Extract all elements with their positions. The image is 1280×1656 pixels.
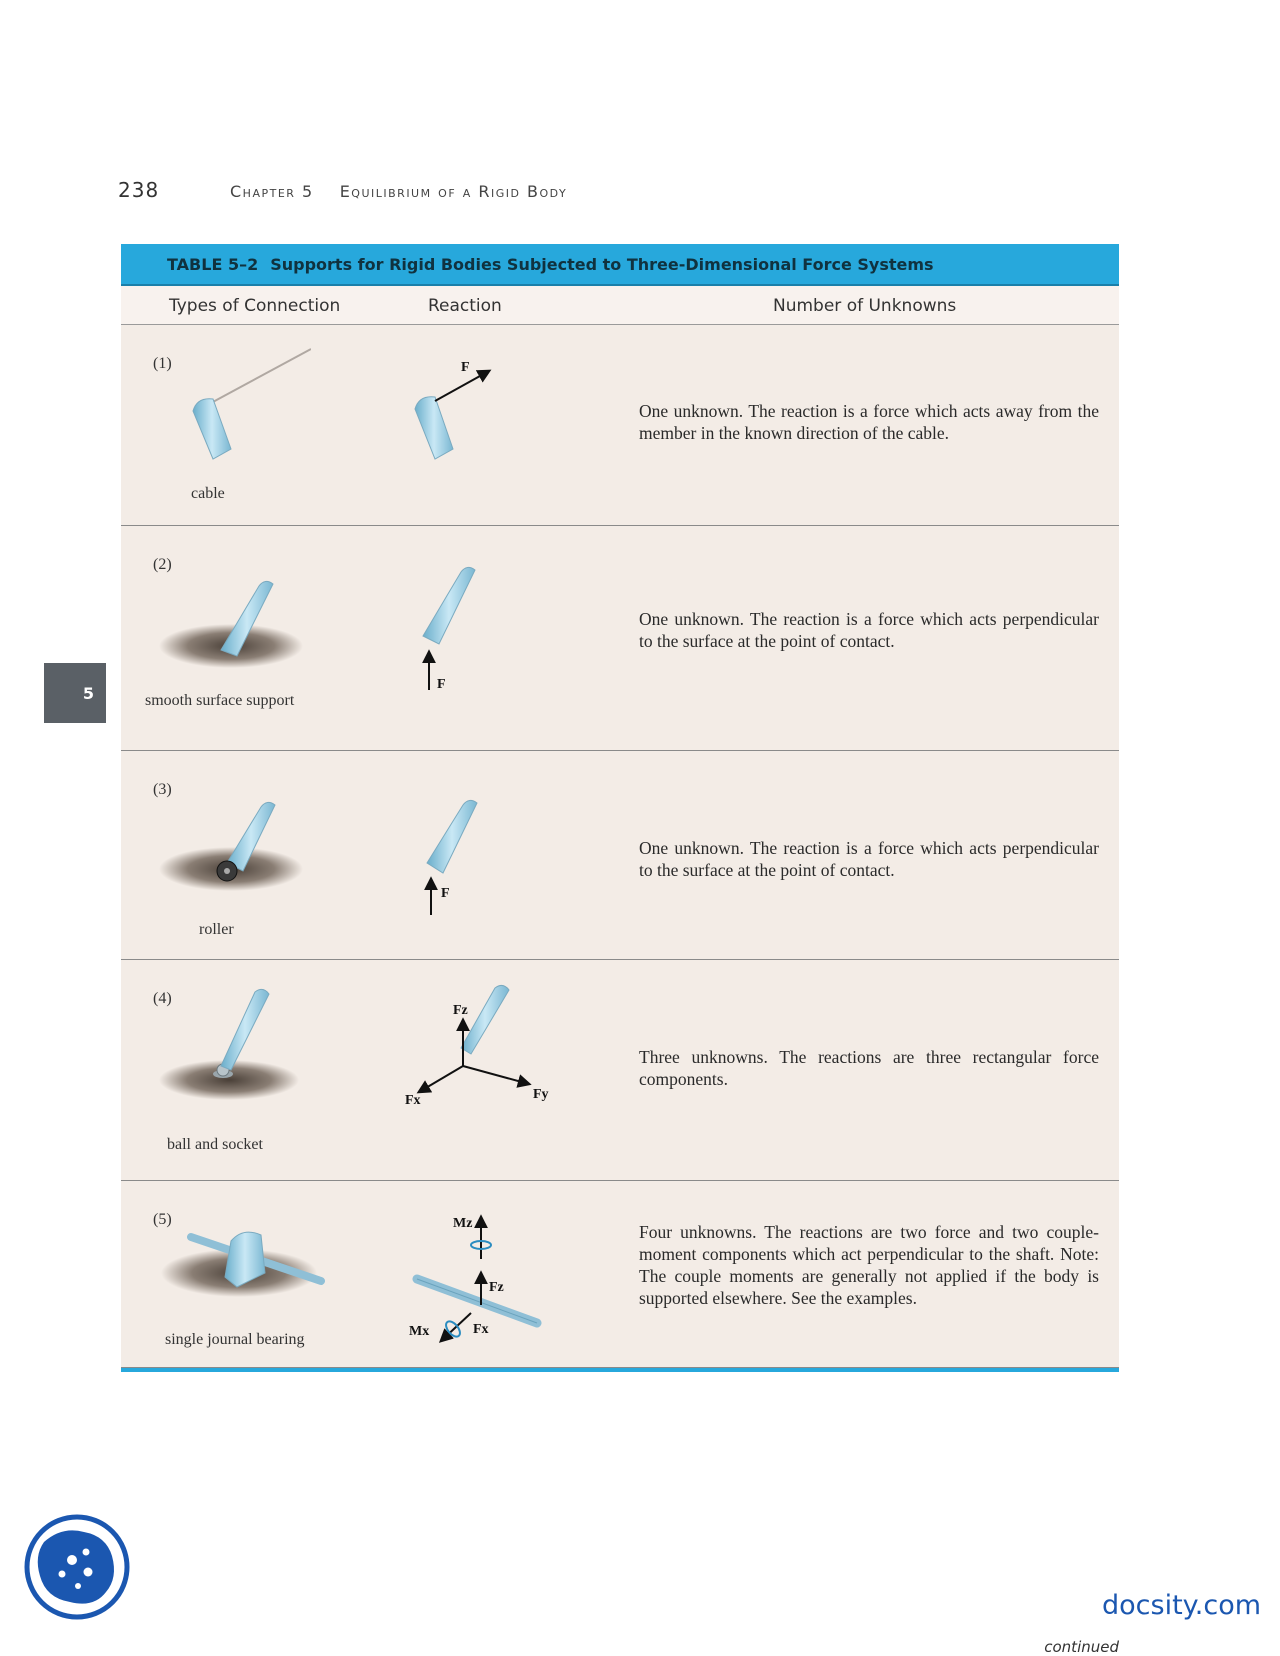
roller-illustration [151, 771, 321, 911]
continued-note: continued [1044, 1638, 1119, 1656]
table-row [121, 1181, 1119, 1368]
connection-label: cable [191, 485, 225, 502]
smooth-surface-reaction-diagram [401, 540, 521, 690]
force-label-fz: Fz [489, 1280, 504, 1295]
page-number: 238 [118, 178, 160, 202]
running-head [230, 182, 567, 201]
force-label-f: F [461, 360, 470, 375]
table-row [121, 325, 1119, 526]
table-number: TABLE 5–2 [167, 254, 259, 274]
connection-label: ball and socket [167, 1136, 263, 1153]
row-number: (5) [153, 1211, 172, 1228]
col-header-unknowns: Number of Unknowns [773, 296, 957, 316]
force-label-fx: Fx [405, 1093, 421, 1108]
table-title: Supports for Rigid Bodies Subjected to Three-Dimensional Force Systems [270, 254, 934, 274]
ball-socket-reaction-diagram [401, 974, 571, 1124]
unknowns-description: One unknown. The reaction is a force which acts perpendicular to the surface at the point of contact. [639, 838, 1099, 880]
column-headers [121, 286, 1119, 325]
table-row [121, 751, 1119, 960]
cable-reaction-diagram [401, 339, 521, 469]
ball-socket-illustration [151, 980, 321, 1120]
unknowns-description: One unknown. The reaction is a force which acts away from the member in the known direction of the cable. [639, 401, 1099, 443]
row-number: (2) [153, 556, 172, 573]
chapter-title: Equilibrium of a Rigid Body [339, 182, 568, 201]
connection-label: roller [199, 921, 234, 938]
journal-bearing-illustration [151, 1201, 331, 1331]
col-header-reaction: Reaction [428, 296, 502, 316]
chapter-label: Chapter 5 [230, 182, 314, 201]
force-label-fy: Fy [533, 1087, 549, 1102]
col-header-connection: Types of Connection [169, 296, 341, 316]
moment-label-mx: Mx [409, 1324, 430, 1339]
force-label-f: F [437, 677, 446, 690]
journal-bearing-reaction-diagram [401, 1195, 561, 1365]
force-label-fz: Fz [453, 1003, 468, 1018]
table-title-bar [121, 244, 1119, 286]
unknowns-description: One unknown. The reaction is a force which acts perpendicular to the surface at the point of contact. [639, 609, 1099, 651]
table-row [121, 526, 1119, 751]
unknowns-description: Three unknowns. The reactions are three rectangular force components. [639, 1047, 1099, 1089]
roller-reaction-diagram [401, 765, 521, 915]
row-number: (1) [153, 355, 172, 372]
connection-label: single journal bearing [165, 1331, 305, 1348]
force-label-f: F [441, 886, 450, 901]
chapter-tab: 5 [44, 663, 106, 723]
row-number: (4) [153, 990, 172, 1007]
moment-label-mz: Mz [453, 1216, 473, 1231]
table-row [121, 960, 1119, 1181]
cable-illustration [151, 345, 311, 485]
supports-table [121, 244, 1119, 1656]
unknowns-description: Four unknowns. The reactions are two force and two couple-moment components which act perpendicular to the shaft. Note: The couple moments are generally not applied if the body is supported elsewhere. See the examples. [639, 1222, 1099, 1308]
smooth-surface-illustration [151, 546, 321, 686]
connection-label: smooth surface support [145, 692, 295, 709]
docsity-watermark[interactable]: docsity.com [1102, 1590, 1262, 1621]
docsity-logo-icon [22, 1512, 132, 1622]
force-label-fx: Fx [473, 1322, 489, 1337]
table-bottom-rule [121, 1368, 1119, 1372]
row-number: (3) [153, 781, 172, 798]
